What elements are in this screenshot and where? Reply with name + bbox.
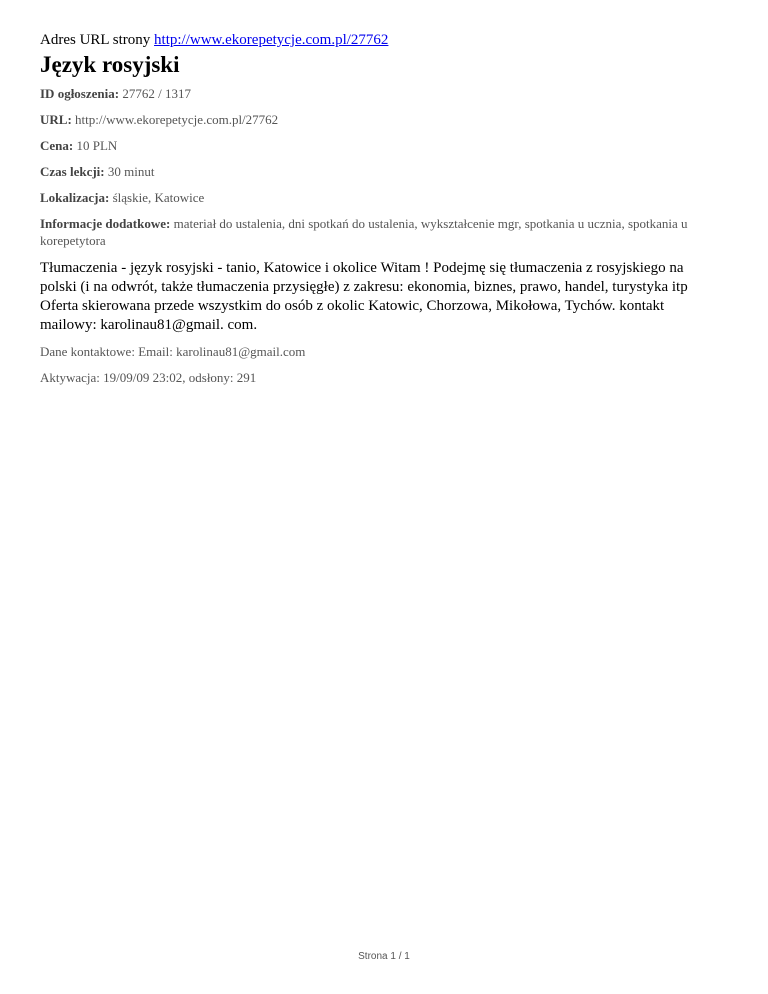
contact-details: Dane kontaktowe: Email: karolinau81@gmail.com [40, 344, 306, 359]
field-url-value: http://www.ekorepetycje.com.pl/27762 [71, 112, 279, 127]
field-url [40, 111, 720, 128]
field-additional-info-label: Informacje dodatkowe: [40, 216, 171, 231]
document-page [40, 30, 720, 395]
page-title: Język rosyjski [40, 52, 180, 77]
activation-info: Aktywacja: 19/09/09 23:02, odsłony: 291 [40, 370, 257, 385]
page-footer: Strona 1 / 1 [358, 951, 410, 962]
field-lesson-duration-value: 30 minut [104, 164, 155, 179]
field-price [40, 137, 720, 154]
field-ad-id-value: 27762 / 1317 [119, 86, 191, 101]
field-lesson-duration-label: Czas lekcji: [40, 164, 105, 179]
field-ad-id [40, 85, 720, 102]
field-ad-id-label: ID ogłoszenia: [40, 86, 120, 101]
field-price-label: Cena: [40, 138, 74, 153]
field-location-label: Lokalizacja: [40, 190, 110, 205]
source-url-link[interactable]: http://www.ekorepetycje.com.pl/27762 [154, 32, 389, 48]
source-url-line [40, 30, 720, 50]
field-additional-info [40, 215, 720, 249]
field-location-value: śląskie, Katowice [109, 190, 205, 205]
ad-description: Tłumaczenia - język rosyjski - tanio, Katowice i okolice Witam ! Podejmę się tłumaczenia z rosyjskiego na polski (i na odwrót, także tłumaczenia przysięgłe) z zakresu: ekonomia, biznes, prawo, handel, turystyka itp Oferta skierowana przede wszystkim do osób z okolic Katowic, Chorzowa, Mikołowa, Tychów. kontakt mailowy: karolinau81@gmail. com. [40, 260, 688, 333]
source-url-label: Adres URL strony [40, 32, 155, 48]
field-url-label: URL: [40, 112, 72, 127]
field-additional-info-value: materiał do ustalenia, dni spotkań do ustalenia, wykształcenie mgr, spotkania u ucznia, spotkania u korepetytora [40, 216, 688, 248]
field-price-value: 10 PLN [73, 138, 118, 153]
field-lesson-duration [40, 163, 720, 180]
field-location [40, 189, 720, 206]
